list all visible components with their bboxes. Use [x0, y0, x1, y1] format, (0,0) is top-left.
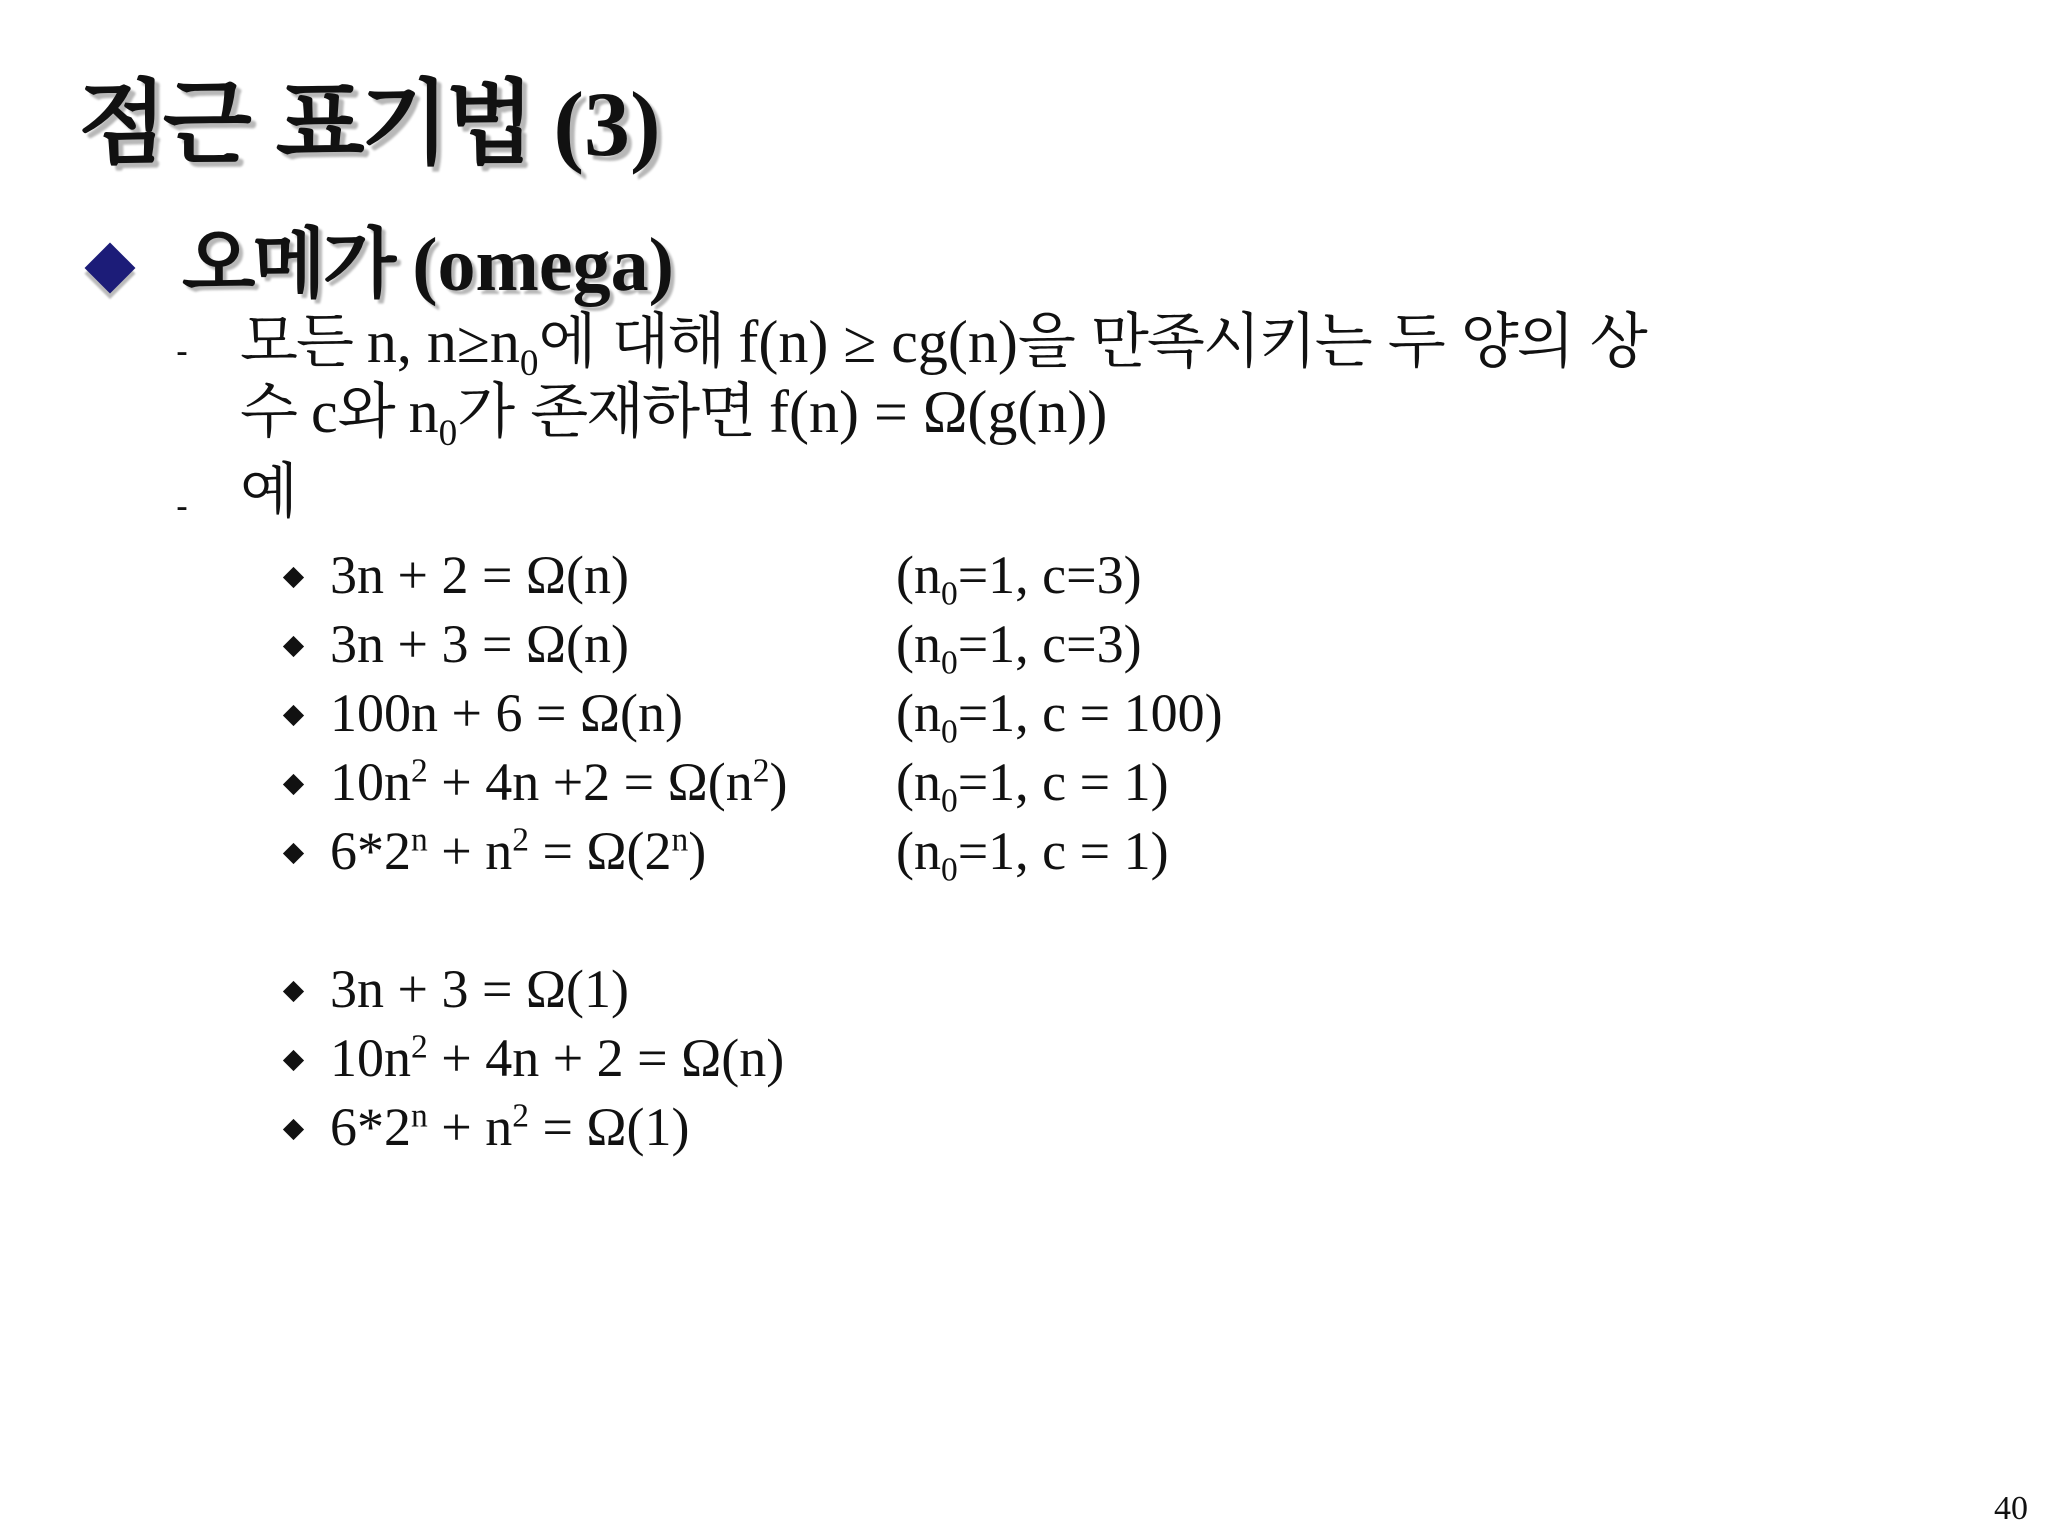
section-korean: 오메가	[182, 219, 394, 308]
example-condition: ($n_0=1$, c = 1)	[896, 752, 1169, 820]
diamond-bullet-icon	[283, 1050, 304, 1071]
definition-math: n, n≥n	[366, 309, 520, 375]
definition-math: n	[408, 379, 439, 445]
subscript: 0	[519, 343, 539, 385]
title-number: (3)	[553, 73, 661, 175]
example-expression: $10n^2 + 4n +2 = \Omega(n^2)$	[330, 752, 788, 812]
definition-math: f(n) = Ω(g(n))	[769, 379, 1108, 445]
example-expression: 100n + 6 = Ω(n)	[330, 683, 684, 743]
example-expression: $6*2^n + n^2 = \Omega(2^n)$	[330, 821, 707, 881]
example-expression: 3n + 3 = Ω(n)	[330, 614, 630, 674]
dash-bullet-example: -	[176, 485, 188, 526]
section-english: (omega)	[412, 223, 674, 307]
example-condition: ($n_0=1$, c = 100)	[896, 683, 1223, 751]
definition-math: c	[310, 379, 338, 445]
example-condition: ($n_0=1$, c=3)	[896, 545, 1142, 613]
example-expression: 3n + 3 = Ω(1)	[330, 959, 630, 1019]
diamond-bullet-icon	[283, 1119, 304, 1140]
section-heading	[78, 219, 674, 308]
diamond-bullet-icon	[283, 774, 304, 795]
definition-text: 와	[337, 377, 394, 447]
diamond-bullet-icon	[283, 843, 304, 864]
definition-line-1	[240, 307, 1646, 385]
subscript: 0	[438, 413, 458, 455]
diamond-bullet-icon	[85, 242, 136, 293]
title-korean: 점근 표기법	[78, 70, 531, 177]
example-expression: 3n + 2 = Ω(n)	[330, 545, 630, 605]
definition-line-2	[240, 377, 1108, 455]
dash-bullet-definition: -	[176, 330, 188, 371]
slide-title	[78, 70, 661, 177]
diamond-bullet-icon	[283, 636, 304, 657]
definition-text: 모든	[240, 307, 352, 377]
definition-text: 을 만족시키는 두 양의 상	[1017, 307, 1646, 377]
example-expression: $10n^2 + 4n + 2 = \Omega(n)$	[330, 1028, 785, 1088]
definition-text: 가 존재하면	[457, 377, 755, 447]
diamond-bullet-icon	[283, 981, 304, 1002]
example-heading	[240, 457, 296, 527]
definition-text: 에 대해	[538, 307, 724, 377]
diamond-bullet-icon	[283, 705, 304, 726]
definition-math: f(n) ≥ cg(n)	[738, 309, 1018, 375]
definition-text: 수	[240, 377, 296, 447]
diamond-bullet-icon	[283, 567, 304, 588]
example-condition: ($n_0=1$, c = 1)	[896, 821, 1169, 889]
page-number: 40	[1994, 1490, 2028, 1527]
example-expression: $6*2^n + n^2 = \Omega(1)$	[330, 1097, 690, 1157]
example-label: 예	[240, 457, 296, 527]
example-condition: ($n_0=1$, c=3)	[896, 614, 1142, 682]
